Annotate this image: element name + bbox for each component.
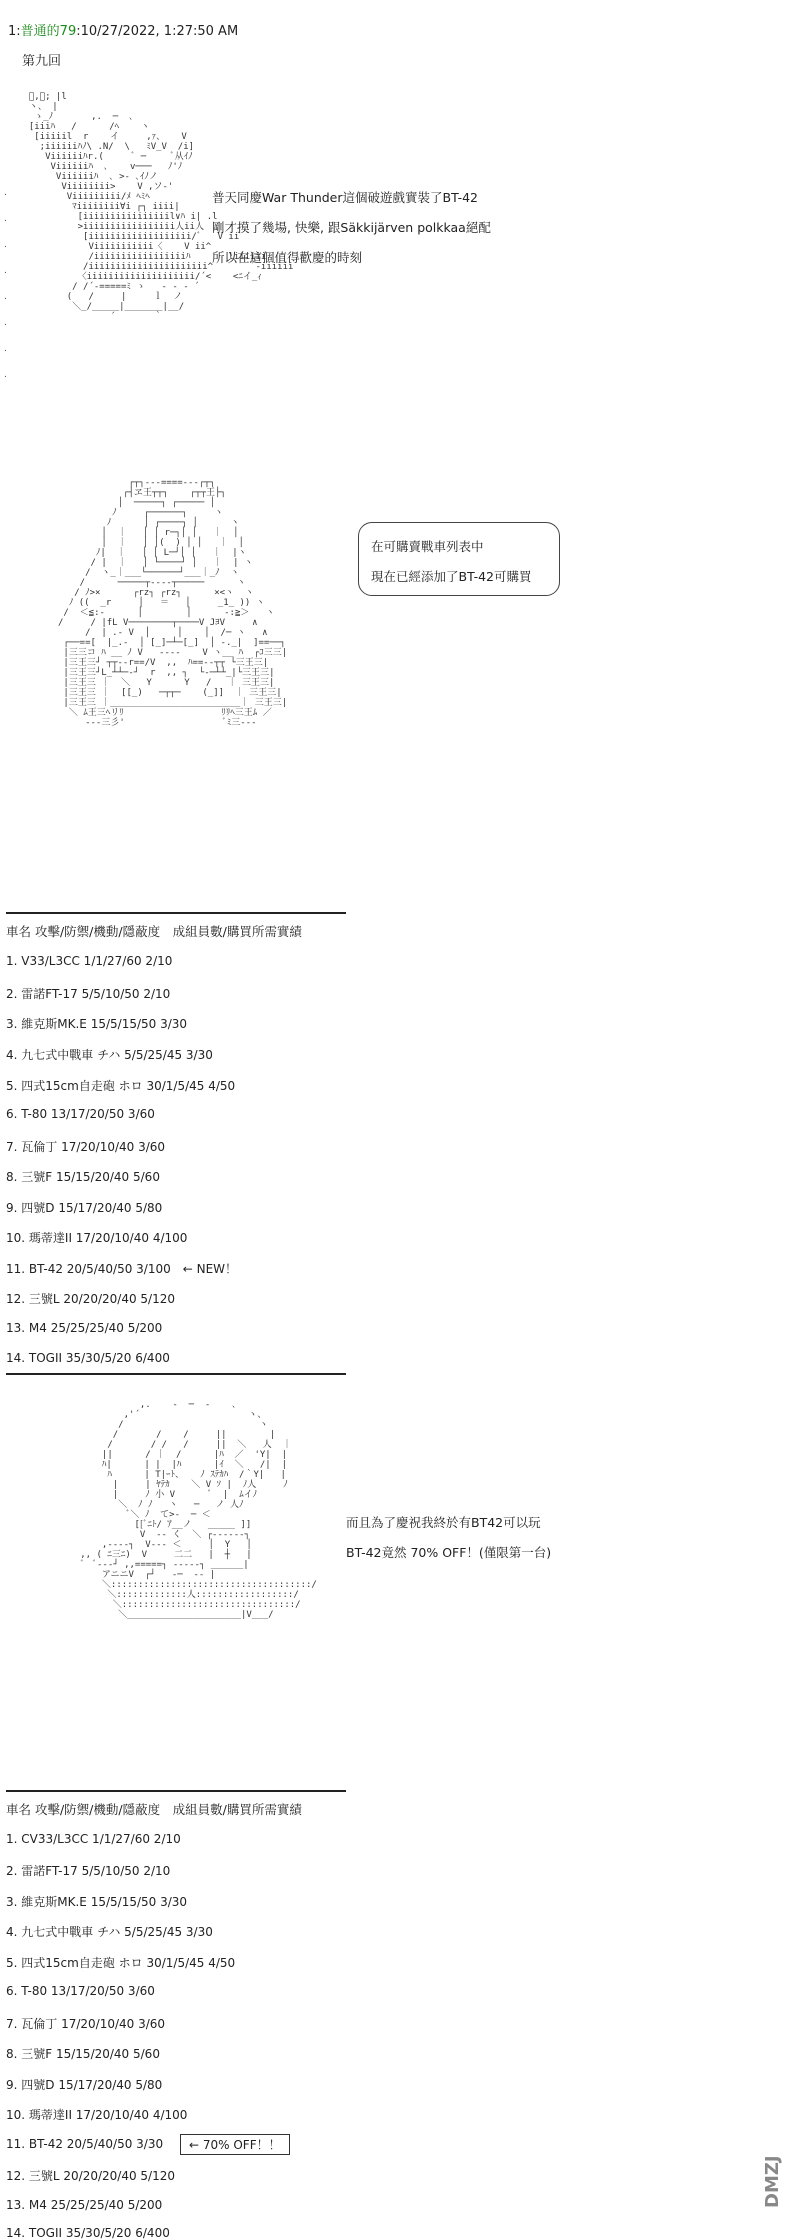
table1-bottom-rule	[6, 1373, 346, 1375]
table1-row: 12. 三號L 20/20/20/40 5/120	[6, 1292, 176, 1306]
table2-row: 2. 雷諾FT-17 5/5/10/50 2/10	[6, 1864, 171, 1878]
table1-row: 14. TOGII 35/30/5/20 6/400	[6, 1351, 170, 1365]
table1-row: 9. 四號D 15/17/20/40 5/80	[6, 1201, 163, 1215]
poster-name[interactable]: 普通的79	[20, 24, 77, 39]
scene1-line-3: 所以在這個值得歡慶的時刻	[212, 250, 363, 265]
table1-row: 13. M4 25/25/25/40 5/200	[6, 1321, 163, 1335]
table1-top-rule	[6, 912, 346, 914]
table2-row: 8. 三號F 15/15/20/40 5/60	[6, 2047, 160, 2061]
watermark-logo	[752, 2128, 792, 2228]
table1-row: 11. BT-42 20/5/40/50 3/100 ← NEW！	[6, 1262, 238, 1276]
scene1-line-1: 普天同慶War Thunder這個破遊戲實裝了BT-42	[212, 190, 478, 205]
post-header: 1:普通的79:10/27/2022, 1:27:50 AM	[8, 24, 239, 39]
table2-row: 13. M4 25/25/25/40 5/200	[6, 2198, 163, 2212]
speech-bubble	[358, 522, 560, 596]
scene3-line-1: 而且為了慶祝我終於有BT42可以玩	[346, 1515, 541, 1530]
margin-dots-1: . . . . . . . .	[4, 188, 7, 380]
ascii-art-figure-2: ,. ‐ ─ ‐ ､ ,'´ ヽ、 / ヽ / / / || | / / / / || ＼ 人 ｜ || / ｜ / |ﾊ ／ 'Y| | ﾊ| | | |ﾊ |ｲ ＼ /| | ﾊ | T|ｰﾄ、 ﾉ ｽﾃｶﾊ /｀Y| | | | ﾔﾃｶ ＼ V ｿ | ﾉ人 ﾉ | ﾉ 小 V ﾞ | ﾑイﾉ ＼ ﾉ ﾉ ヽ ─ ノ 人ﾉ ﾞ＼ ﾉ て>‐ ─ ＜ [[ﾞﾆﾄ/ ｱ__ノ _____ ]] V ‐‐ く ＼ ┌‐‐‐‐‐‐┐ ,‐‐‐‐┐ V‐‐‐ ＜ │ Y │ ,, ( ﾆ三ﾆ) V 二二 | ┼ | ﾞ ﾞ‐‐‐┘ ,,=====┐ ‐‐‐‐‐┐ ______| アニニV ┌┘ ‐─ ‐‐ | ＼:::::::::::::::::::::::::::::::::::::/ ＼:::::::::::::人::::::::::::::::::/ ＼::::::::::::::::::::::::::::::::/ ＼_____________________|V___/	[80, 1400, 317, 1620]
table1-row: 1. V33/L3CC 1/1/27/60 2/10	[6, 954, 173, 968]
table2-row: 12. 三號L 20/20/20/40 5/120	[6, 2169, 176, 2183]
ascii-art-figure-1: ﾞ,ﾞ; |l ヽ、 | ゝ_ﾉ ,. ─ ､ [iiiﾊ / /ﾍ ヽ [iiiiil r イ ,ｧ、 V ;iiiiiiﾊﾉ\ .N/ \ ﾐV_V /i] Viiiiiiﾊr.( ﾞ ─ ﾞ从ｲﾉ Viiiiiiﾊ ､ v─── ﾉ'ﾉ Viiiiiiﾊ ､ >‐ ､ｲﾉノ Viiiiiiii> V ,ソ‐' Viiiiiiiii/ﾒ ﾍﾐﾍ ﾏiiiiiiii∀i ┌┐ iiii| [iiiiiiiiiiiiiiiil∨ﾊ i| .l >iiiiiiiiiiiiiiiii人ii人 [iiiiiiiiiiiiiiiiiii/ﾞ V ii Viiiiiiiiiii〈 V ii^ /iiiiiiiiiiiiiiiiiﾊ liiiiii /iiiiiiiiiiiiiiiiiiiiii^ ﾞ‐iiiiii 〈iiiiiiiiiiiiiiiiiiii/´< <ﾆイ_ｨ / /´‐=====ﾐ ゝ ‐ ‐ ‐ ´ ( / | ｌ ノ ＼_/_____|_______|__/ ´ ｀	[23, 92, 294, 322]
table2-row: 14. TOGII 35/30/5/20 6/400	[6, 2226, 170, 2240]
table2-top-rule	[6, 1790, 346, 1792]
discount-badge: ← 70% OFF！！	[180, 2134, 290, 2155]
table2-row: 1. CV33/L3CC 1/1/27/60 2/10	[6, 1832, 181, 1846]
svg-text:DMZJ: DMZJ	[762, 2155, 783, 2208]
table2-header: 車名 攻擊/防禦/機動/隱蔽度 成組員數/購買所需實績	[6, 1802, 302, 1817]
table1-row: 6. T-80 13/17/20/50 3/60	[6, 1107, 155, 1121]
table1-row: 7. 瓦倫丁 17/20/10/40 3/60	[6, 1140, 166, 1154]
ascii-art-shop-machine: ┌┬┐‐‐‐====‐‐‐┌┬┐ ┌┤ヱ王┬┬┐ ┌┬┬王├┐ │ ─────┐ ┌───── │ ﾉ ┌──────┐ ヽ ﾉ │ ┌────┐ │ ヽ │ ｜ │ │ r─┐│ │ ｜ │ │ ｜ │ │( ) │ │ ｜ │ ﾉ| ｜ │ │ L─┘│ │ ｜ |ヽ / | ｜ │ └────┘ │ ｜ | ヽ / ヽ_｜___└──────┘___｜_ﾉ ヽ / ─────┬‐‐‐‐┬───── ヽ / ﾉ>× ┌rz┐ ┌rz┐ ×<ヽ ヽ ﾉ (( _r │ ＝ │ _1_ )) ヽ / ＜≦:- │ │ -:≧＞ ヽ / / |fL V────────┬────V JﾖV ∧ / | .‐ V │ │ │ /─ ヽ ∧ ┌──==[ |_.‐ │ [_]─┴─[_] │ ‐._| ]==──┐ |三三コ ﾊ __ ﾉ V ‐‐‐‐ V ヽ__ ﾊ ┌ｺ三三| |三王三┘ ┬┬‐‐r==/V ,, ﾊ==‐‐┬┬ └三王三| |三王三┘L_┴┴─‐┘ r ,, ┐ └‐─┴┴_|└三王三| |三王三 ｜ ＼ Y Y / ｜ 三王三| |三王三 ｜ [[_) ─┬┬─ (_]] ｜ 三王三| |三王三 ｜________________________｜ 三王三| ＼ ﾑ王三ﾍリﾘ ﾘﾘﾍ三王ﾑ ／ ‐‐‐三彡' ﾞﾐ三‐‐‐	[58, 478, 288, 728]
table2-row: 10. 瑪蒂達II 17/20/10/40 4/100	[6, 2108, 188, 2122]
table2-row: 9. 四號D 15/17/20/40 5/80	[6, 2078, 163, 2092]
bubble-line-1: 在可購賣戰車列表中	[371, 539, 484, 554]
post-timestamp: 10/27/2022, 1:27:50 AM	[80, 24, 239, 39]
post-number: 1	[8, 24, 17, 39]
bubble-line-2: 現在已經添加了BT-42可購買	[371, 569, 532, 584]
table2-row: 7. 瓦倫丁 17/20/10/40 3/60	[6, 2017, 166, 2031]
scene1-line-2: 剛才摸了幾場, 快樂, 跟Säkkijärven polkkaa絕配	[212, 220, 491, 235]
table2-row: 11. BT-42 20/5/40/50 3/30	[6, 2137, 164, 2151]
scene3-line-2: BT-42竟然 70% OFF！(僅限第一台)	[346, 1545, 552, 1560]
table1-row: 5. 四式15cm自走砲 ホロ 30/1/5/45 4/50	[6, 1079, 236, 1093]
table2-row: 4. 九七式中戰車 チハ 5/5/25/45 3/30	[6, 1925, 213, 1939]
chapter-title: 第九回	[22, 54, 62, 69]
table1-row: 4. 九七式中戰車 チハ 5/5/25/45 3/30	[6, 1048, 213, 1062]
table2-row: 3. 維克斯MK.E 15/5/15/50 3/30	[6, 1895, 188, 1909]
table1-row: 2. 雷諾FT-17 5/5/10/50 2/10	[6, 987, 171, 1001]
table1-row: 8. 三號F 15/15/20/40 5/60	[6, 1170, 160, 1184]
table1-header: 車名 攻擊/防禦/機動/隱蔽度 成組員數/購買所需實績	[6, 924, 302, 939]
table2-row: 5. 四式15cm自走砲 ホロ 30/1/5/45 4/50	[6, 1956, 236, 1970]
table2-row: 6. T-80 13/17/20/50 3/60	[6, 1984, 155, 1998]
table1-row: 3. 維克斯MK.E 15/5/15/50 3/30	[6, 1017, 188, 1031]
table1-row: 10. 瑪蒂達II 17/20/10/40 4/100	[6, 1231, 188, 1245]
